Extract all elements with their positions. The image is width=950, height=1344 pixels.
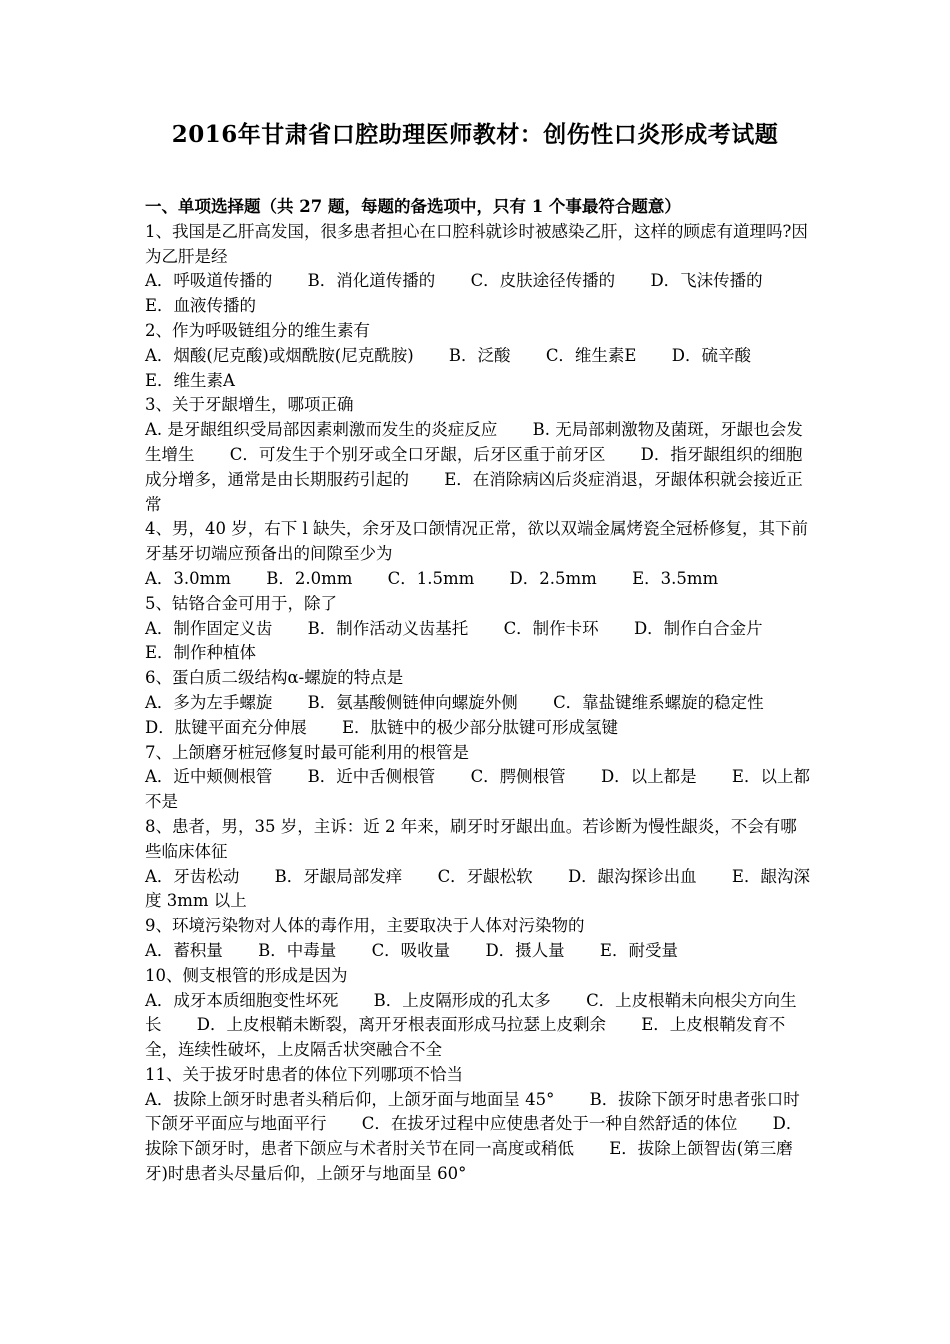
question-list — [145, 220, 810, 1187]
document-body — [145, 195, 810, 1187]
question-item — [145, 393, 810, 517]
question-stem: 10、侧支根管的形成是因为 — [145, 965, 348, 985]
answer-option: C．腭侧根管 — [470, 767, 566, 787]
answer-option: C．上皮根鞘未向根尖方向生长 — [145, 990, 797, 1035]
answer-option: E．上皮根鞘发育不全，连续性破坏，上皮隔舌状突融合不全 — [145, 1015, 786, 1060]
question-options — [145, 765, 810, 815]
question-item — [145, 964, 810, 1063]
answer-option: E．龈沟深度 3mm 以上 — [145, 866, 810, 911]
answer-option: E．制作种植体 — [145, 643, 257, 663]
answer-option: E．维生素A — [145, 370, 235, 390]
section-heading: 一、单项选择题（共 27 题，每题的备选项中，只有 1 个事最符合题意） — [145, 197, 681, 216]
answer-option: A．牙齿松动 — [145, 866, 240, 886]
answer-option: E．在消除病凶后炎症消退，牙龈体积就会接近正常 — [145, 469, 803, 514]
answer-option: A．近中颊侧根管 — [145, 767, 273, 787]
answer-option: B．消化道传播的 — [307, 271, 436, 291]
answer-option: B．制作活动义齿基托 — [307, 618, 469, 638]
answer-option: D．指牙龈组织的细胞成分增多，通常是由长期服药引起的 — [145, 444, 803, 489]
answer-option: A．呼吸道传播的 — [145, 271, 273, 291]
question-stem: 3、关于牙龈增生，哪项正确 — [145, 395, 354, 415]
question-stem: 7、上颌磨牙桩冠修复时最可能利用的根管是 — [145, 742, 469, 762]
answer-option: A．蓄积量 — [145, 940, 223, 960]
question-item — [145, 741, 810, 815]
answer-option: C．皮肤途径传播的 — [470, 271, 616, 291]
answer-option: B．牙龈局部发痒 — [274, 866, 403, 886]
answer-option: C．制作卡环 — [503, 618, 599, 638]
question-options — [145, 418, 810, 517]
answer-option: E．拔除上颌智齿(第三磨牙)时患者头尽量后仰，上颌牙与地面呈 60° — [145, 1139, 793, 1184]
question-item — [145, 319, 810, 393]
answer-option: D．以上都是 — [600, 767, 697, 787]
question-options — [145, 567, 810, 592]
question-item — [145, 914, 810, 964]
answer-option: B．拔除下颌牙时患者张口时下颌牙平面应与地面平行 — [145, 1089, 800, 1134]
question-item — [145, 220, 810, 319]
answer-option: C．靠盐键维系螺旋的稳定性 — [553, 692, 764, 712]
answer-option: B．泛酸 — [448, 345, 511, 365]
answer-option: D．拔除下颌牙时，患者下颌应与术者肘关节在同一高度或稍低 — [145, 1114, 803, 1159]
answer-option: B．近中舌侧根管 — [307, 767, 436, 787]
question-stem: 2、作为呼吸链组分的维生素有 — [145, 320, 370, 340]
answer-option: B．中毒量 — [258, 940, 337, 960]
answer-option: A．3.0mm — [145, 568, 231, 588]
question-options — [145, 1088, 810, 1187]
answer-option: C．维生素E — [545, 345, 637, 365]
question-item — [145, 517, 810, 591]
answer-option: A．成牙本质细胞变性坏死 — [145, 990, 339, 1010]
question-item — [145, 815, 810, 914]
answer-option: E．肽链中的极少部分肽键可形成氢键 — [341, 717, 619, 737]
question-options — [145, 269, 810, 319]
answer-option: D．2.5mm — [509, 568, 597, 588]
question-options — [145, 989, 810, 1063]
question-item — [145, 592, 810, 666]
answer-option: E．以上都不是 — [145, 767, 810, 812]
answer-option: A．多为左手螺旋 — [145, 692, 273, 712]
answer-option: C．吸收量 — [371, 940, 451, 960]
answer-option: C．在拔牙过程中应使患者处于一种自然舒适的体位 — [361, 1114, 738, 1134]
question-options — [145, 939, 810, 964]
question-item — [145, 1063, 810, 1187]
answer-option: A. 是牙龈组织受局部因素刺激而发生的炎症反应 — [145, 420, 498, 440]
answer-option: E．血液传播的 — [145, 296, 257, 316]
question-stem: 1、我国是乙肝高发国，很多患者担心在口腔科就诊时被感染乙肝，这样的顾虑有道理吗?因为乙肝是经 — [145, 221, 808, 266]
question-options — [145, 344, 810, 394]
answer-option: A．制作固定义齿 — [145, 618, 273, 638]
answer-option: D．硫辛酸 — [671, 345, 751, 365]
question-stem: 11、关于拔牙时患者的体位下列哪项不恰当 — [145, 1064, 463, 1084]
answer-option: D．飞沫传播的 — [650, 271, 763, 291]
question-options — [145, 691, 810, 741]
question-stem: 8、患者，男，35 岁，主诉：近 2 年来，刷牙时牙龈出血。若诊断为慢性龈炎，不会有哪些临床体征 — [145, 816, 797, 861]
answer-option: C．1.5mm — [387, 568, 475, 588]
answer-option: B．2.0mm — [266, 568, 353, 588]
question-stem: 4、男，40 岁，右下 l 缺失，余牙及口颌情况正常，欲以双端金属烤瓷全冠桥修复，其下前牙基牙切端应预备出的间隙至少为 — [145, 519, 809, 564]
answer-option: D．制作白合金片 — [633, 618, 763, 638]
answer-option: B．上皮隔形成的孔太多 — [373, 990, 551, 1010]
question-stem: 9、环境污染物对人体的毒作用，主要取决于人体对污染物的 — [145, 916, 585, 936]
answer-option: E．3.5mm — [632, 568, 719, 588]
question-stem: 6、蛋白质二级结构α-螺旋的特点是 — [145, 668, 404, 688]
answer-option: D．肽键平面充分伸展 — [145, 717, 307, 737]
question-item — [145, 666, 810, 740]
answer-option: D．上皮根鞘未断裂，离开牙根表面形成马拉瑟上皮剩余 — [196, 1015, 606, 1035]
answer-option: D．龈沟探诊出血 — [567, 866, 697, 886]
answer-option: B．氨基酸侧链伸向螺旋外侧 — [307, 692, 518, 712]
question-options — [145, 617, 810, 667]
answer-option: C．可发生于个别牙或全口牙龈，后牙区重于前牙区 — [229, 444, 606, 464]
answer-option: E．耐受量 — [599, 940, 678, 960]
question-options — [145, 865, 810, 915]
answer-option: D．摄人量 — [485, 940, 565, 960]
document-title: 2016年甘肃省口腔助理医师教材：创伤性口炎形成考试题 — [171, 121, 779, 148]
answer-option: B. 无局部刺激物及菌斑，牙龈也会发生增生 — [145, 420, 803, 464]
answer-option: A．烟酸(尼克酸)或烟酰胺(尼克酰胺) — [145, 345, 414, 365]
answer-option: A．拔除上颌牙时患者头稍后仰，上颌牙面与地面呈 45° — [145, 1089, 555, 1109]
answer-option: C．牙龈松软 — [437, 866, 533, 886]
question-stem: 5、钴铬合金可用于，除了 — [145, 593, 337, 613]
